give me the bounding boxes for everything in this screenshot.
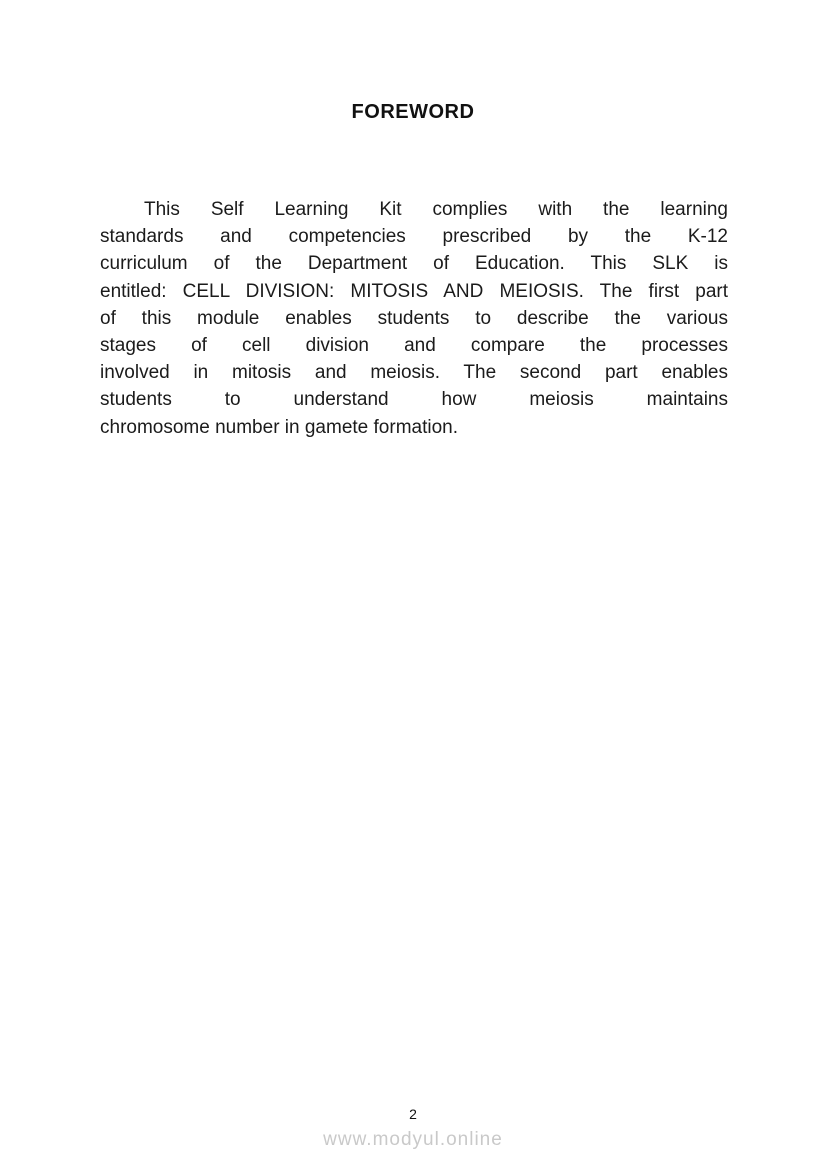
- watermark-text: www.modyul.online: [323, 1129, 503, 1150]
- foreword-paragraph: [100, 196, 728, 441]
- paragraph-line: entitled: CELL DIVISION: MITOSIS AND MEIOSIS. The first part: [100, 280, 728, 302]
- paragraph-line: of this module enables students to describe the various: [100, 307, 728, 329]
- paragraph-line: students to understand how meiosis maintains: [100, 389, 728, 411]
- paragraph-line: involved in mitosis and meiosis. The second part enables: [100, 362, 728, 384]
- paragraph-line: standards and competencies prescribed by the K-12: [100, 226, 728, 248]
- paragraph-line: chromosome number in gamete formation.: [100, 416, 458, 438]
- page-number: 2: [409, 1106, 417, 1122]
- page-title: FOREWORD: [351, 101, 475, 123]
- paragraph-line: curriculum of the Department of Education. This SLK is: [100, 253, 728, 275]
- paragraph-line: stages of cell division and compare the processes: [100, 334, 728, 356]
- paragraph-line: This Self Learning Kit complies with the learning: [144, 199, 728, 220]
